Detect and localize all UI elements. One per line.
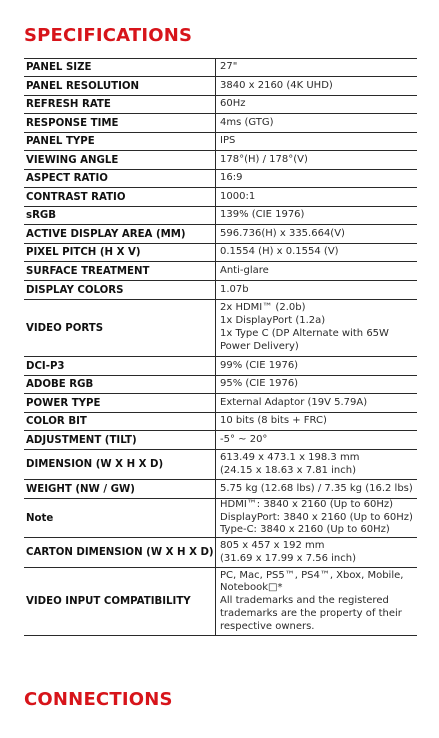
spec-label: CARTON DIMENSION (W X H X D) — [24, 538, 216, 567]
spec-row — [24, 499, 417, 538]
spec-value — [216, 281, 417, 299]
spec-label: PANEL TYPE — [24, 133, 216, 150]
spec-value — [216, 376, 417, 393]
spec-label: ADOBE RGB — [24, 376, 216, 393]
spec-label: SURFACE TREATMENT — [24, 262, 216, 280]
spec-value-line: 60Hz — [220, 98, 246, 110]
spec-row — [24, 170, 417, 188]
spec-value-line: All trademarks and the registered — [220, 595, 389, 607]
spec-label: PIXEL PITCH (H X V) — [24, 244, 216, 261]
spec-label: POWER TYPE — [24, 394, 216, 412]
spec-row — [24, 394, 417, 413]
spec-label: ASPECT RATIO — [24, 170, 216, 187]
spec-value-line: 16:9 — [220, 172, 243, 184]
spec-value-line: trademarks are the property of their — [220, 607, 402, 619]
spec-row — [24, 568, 417, 636]
spec-value — [216, 244, 417, 261]
spec-label: RESPONSE TIME — [24, 114, 216, 132]
spec-value-line: 27" — [220, 61, 238, 73]
spec-row — [24, 207, 417, 225]
spec-label: ADJUSTMENT (TILT) — [24, 431, 216, 449]
specifications-table — [24, 58, 417, 636]
spec-label: VIDEO INPUT COMPATIBILITY — [24, 568, 216, 635]
spec-label: PANEL SIZE — [24, 59, 216, 76]
spec-value-line: 1x Type C (DP Alternate with 65W — [220, 328, 389, 339]
spec-row — [24, 244, 417, 262]
spec-value — [216, 394, 417, 412]
spec-value-line: respective owners. — [220, 620, 315, 632]
spec-value-line: 0.1554 (H) x 0.1554 (V) — [220, 246, 339, 258]
spec-value-line: -5° ~ 20° — [220, 433, 268, 445]
spec-value — [216, 568, 417, 635]
spec-value — [216, 450, 417, 479]
spec-value-line: 99% (CIE 1976) — [220, 359, 299, 371]
spec-row — [24, 59, 417, 77]
spec-value — [216, 262, 417, 280]
spec-value-line: 4ms (GTG) — [220, 116, 274, 128]
spec-value-line: DisplayPort: 3840 x 2160 (Up to 60Hz) — [220, 511, 413, 523]
spec-label: COLOR BIT — [24, 413, 216, 430]
spec-value-line: IPS — [220, 135, 236, 147]
spec-value-line: 613.49 x 473.1 x 198.3 mm — [220, 451, 360, 463]
spec-row — [24, 413, 417, 431]
spec-label: Note — [24, 499, 216, 537]
spec-value-line: 10 bits (8 bits + FRC) — [220, 415, 327, 427]
spec-label: CONTRAST RATIO — [24, 188, 216, 206]
connections-heading: CONNECTIONS — [24, 689, 173, 710]
spec-row — [24, 480, 417, 499]
spec-value-line: Anti-glare — [220, 264, 269, 276]
spec-value — [216, 170, 417, 187]
spec-value — [216, 499, 417, 537]
spec-value-line: HDMI™: 3840 x 2160 (Up to 60Hz) — [220, 499, 394, 510]
spec-row — [24, 114, 417, 133]
spec-row — [24, 225, 417, 244]
spec-value-line: 596.736(H) x 335.664(V) — [220, 227, 345, 239]
spec-label: ACTIVE DISPLAY AREA (MM) — [24, 225, 216, 243]
spec-row — [24, 262, 417, 281]
specifications-heading: SPECIFICATIONS — [24, 25, 193, 46]
spec-value — [216, 77, 417, 95]
spec-value — [216, 225, 417, 243]
spec-value-line: 1.07b — [220, 283, 249, 295]
spec-row — [24, 151, 417, 170]
spec-value — [216, 300, 417, 356]
spec-row — [24, 96, 417, 114]
spec-label: VIEWING ANGLE — [24, 151, 216, 169]
spec-value — [216, 357, 417, 375]
spec-row — [24, 376, 417, 394]
spec-label: sRGB — [24, 207, 216, 224]
spec-value-line: Power Delivery) — [220, 340, 299, 352]
spec-row — [24, 281, 417, 300]
spec-value-line: (24.15 x 18.63 x 7.81 inch) — [220, 464, 357, 476]
spec-value-line: 805 x 457 x 192 mm — [220, 539, 325, 551]
spec-value-line: Notebook□* — [220, 582, 283, 594]
spec-value — [216, 151, 417, 169]
spec-value — [216, 431, 417, 449]
spec-value-line: 139% (CIE 1976) — [220, 209, 305, 221]
spec-label: DCI-P3 — [24, 357, 216, 375]
spec-value-line: 95% (CIE 1976) — [220, 378, 299, 390]
spec-row — [24, 300, 417, 357]
spec-value — [216, 96, 417, 113]
spec-row — [24, 133, 417, 151]
spec-value-line: External Adaptor (19V 5.79A) — [220, 396, 368, 408]
spec-value-line: PC, Mac, PS5™, PS4™, Xbox, Mobile, — [220, 569, 404, 581]
spec-value — [216, 133, 417, 150]
spec-value — [216, 413, 417, 430]
spec-label: DIMENSION (W X H X D) — [24, 450, 216, 479]
spec-value — [216, 114, 417, 132]
spec-value-line: 3840 x 2160 (4K UHD) — [220, 79, 333, 91]
spec-row — [24, 538, 417, 568]
spec-value-line: 178°(H) / 178°(V) — [220, 153, 308, 165]
spec-value-line: (31.69 x 17.99 x 7.56 inch) — [220, 552, 357, 564]
spec-value-line: Type-C: 3840 x 2160 (Up to 60Hz) — [220, 524, 390, 536]
spec-value-line: 5.75 kg (12.68 lbs) / 7.35 kg (16.2 lbs) — [220, 482, 413, 494]
spec-value — [216, 207, 417, 224]
spec-value-line: 2x HDMI™ (2.0b) — [220, 302, 306, 314]
spec-label: VIDEO PORTS — [24, 300, 216, 356]
spec-value-line: 1000:1 — [220, 190, 256, 202]
spec-row — [24, 188, 417, 207]
spec-value — [216, 59, 417, 76]
spec-label: WEIGHT (NW / GW) — [24, 480, 216, 498]
spec-row — [24, 431, 417, 450]
spec-row — [24, 357, 417, 376]
spec-row — [24, 450, 417, 480]
spec-value-line: 1x DisplayPort (1.2a) — [220, 315, 326, 327]
spec-value — [216, 480, 417, 498]
spec-label: REFRESH RATE — [24, 96, 216, 113]
spec-value — [216, 188, 417, 206]
spec-label: PANEL RESOLUTION — [24, 77, 216, 95]
spec-value — [216, 538, 417, 567]
spec-row — [24, 77, 417, 96]
spec-label: DISPLAY COLORS — [24, 281, 216, 299]
